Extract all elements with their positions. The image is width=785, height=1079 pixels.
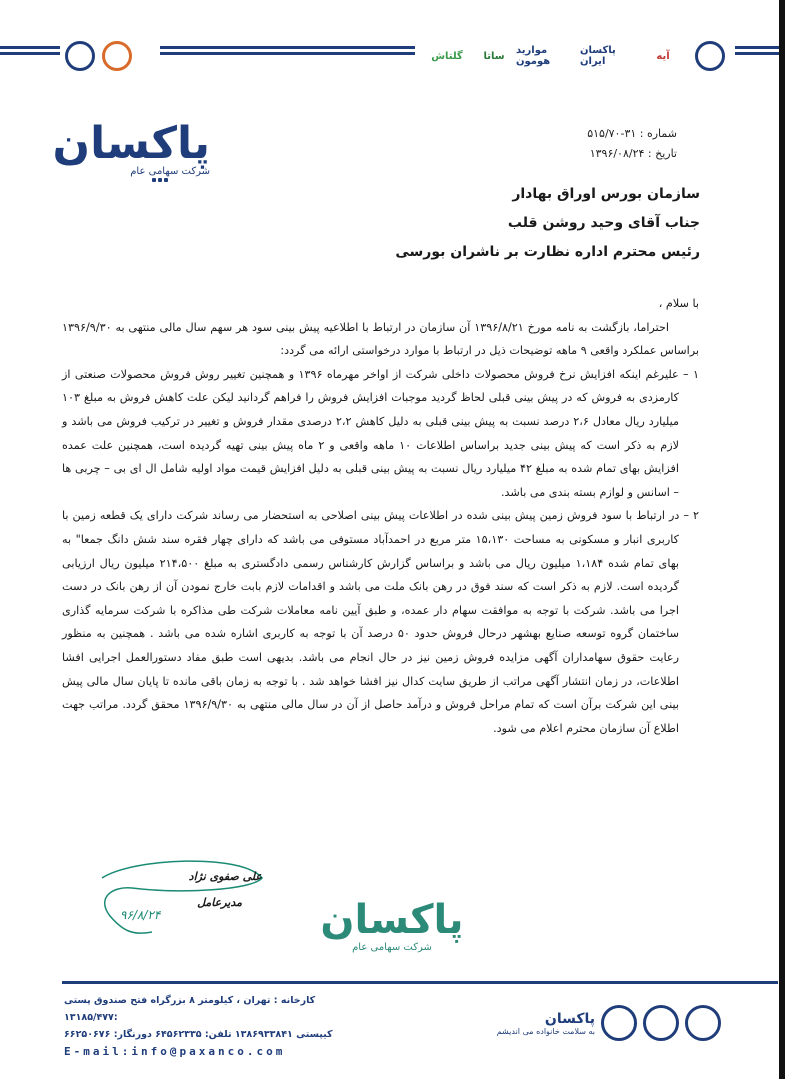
footer-badge-icon — [685, 1005, 721, 1041]
logo-dots — [152, 167, 170, 186]
footer-slogan: به سلامت خانواده می اندیشم — [496, 1026, 595, 1036]
company-wordmark: پاکسان — [52, 118, 210, 169]
banner-stripe — [0, 52, 60, 55]
sahta-logo: ساتا — [483, 50, 505, 62]
banner-stripe — [160, 52, 415, 55]
signer-name: علی صفوی نژاد — [188, 870, 262, 883]
page-edge — [779, 0, 785, 1079]
footer-rule — [62, 981, 778, 984]
footer-brand: پاکسان — [544, 1010, 595, 1027]
golrang-logo: گلتاش — [431, 50, 463, 62]
handwritten-date: ۹۶/۸/۲۴ — [120, 908, 161, 922]
date-label: تاریخ : — [647, 147, 677, 160]
footer-badge-icon — [601, 1005, 637, 1041]
letter-meta — [587, 124, 677, 164]
phone-fax: کیپستی ۱۳۸۶۹۳۳۸۴۱ تلفن: ۶۴۵۶۲۳۳۵ دورنگار: ۶۶۲۵۰۶۷۶ — [64, 1029, 333, 1040]
mavarid-logo: موارید هومون — [516, 45, 551, 67]
date-value: ۱۳۹۶/۰۸/۲۴ — [589, 147, 645, 160]
intro-paragraph: احتراما، بازگشت به نامه مورخ ۱۳۹۶/۸/۲۱ آن سازمان در ارتباط با اطلاعیه پیش بینی سود هر سهم سال مالی منتهی به ۱۳۹۶/۹/۳۰ براساس عملکرد واقعی ۹ ماهه توضیحات ذیل در ارتباط با موارد درخواستی ارائه می گردد: — [62, 320, 699, 358]
recipient-person: جناب آقای وحید روشن قلب — [507, 215, 700, 231]
paxan-iran-logo: پاکسان ایران — [580, 45, 616, 67]
footer-contact — [64, 992, 364, 1060]
letter-date — [587, 144, 677, 164]
banner-stripe — [0, 46, 60, 49]
footer-brand-row — [497, 998, 721, 1048]
header-banner — [0, 36, 779, 76]
item-2-paragraph: ۲ – در ارتباط با سود فروش زمین پیش بینی شده در اطلاعات پیش بینی اصلاحی به استحضار می رساند شرکت دارای یک قطعه زمین با کاربری انبار و مسکونی به مساحت ۱۵،۱۳۰ متر مربع در احمدآباد مستوفی می باشد که دارای چهار فقره سند شش دانگ جمعا" به بهای تمام شده ۱،۱۸۴ میلیون ریال می باشد و براساس گزارش کارشناس رسمی دادگستری به مبلغ ۲۱۴،۵۰۰ میلیون ریال ارزیابی گردیده است. لازم به ذکر است که سند فوق در رهن بانک ملت می باشد و اقدامات لازم بابت خارج نمودن آن از رهن بانک در دست اجرا می باشد. شرکت با توجه به موافقت سهام دار عمده، و طبق آیین نامه معاملات شرکت طی مذاکره با شرکت سرمایه گذاری ساختمان گروه توسعه صنایع بهشهر درحال فروش حدود ۵۰ درصد آن با توجه به کاربری اشاره شده می باشد . همچنین به منظور رعایت حقوق سهامداران آگهی مزایده فروش زمین نیز در حال انجام می باشد. بدیهی است طبق مفاد دستورالعمل اجرایی افشا اطلاعات، در زمان انتشار آگهی مراتب از طریق سایت کدال نیز افشا خواهد شد . با توجه به زمان باقی مانده تا پایان سال مالی پیش بینی این شرکت برآن است که تمام مراحل فروش و درآمد حاصل از آن در سال مالی منتهی به ۱۳۹۶/۹/۳۰ محقق گردد. مراتب جهت اطلاع آن سازمان محترم اعلام می شود. — [62, 509, 699, 735]
signer-title: مدیرعامل — [197, 896, 242, 909]
banner-stripe — [735, 52, 779, 55]
banner-stripe — [160, 46, 415, 49]
letter-body — [62, 292, 699, 740]
recipient-title: رئیس محترم اداره نظارت بر ناشران بورسی — [395, 244, 700, 260]
signature-block — [92, 858, 272, 938]
email-address[interactable]: E-mail:info@paxanco.com — [64, 1045, 286, 1058]
number-value: ۳۱-۵۱۵/۷۰ — [587, 127, 637, 140]
stamp-subtitle: شرکت سهامی عام — [352, 942, 432, 953]
greeting: با سلام ، — [658, 297, 699, 310]
factory-address: کارخانه : تهران ، کیلومتر ۸ بزرگراه فتح صندوق پستی :۱۳۱۸۵/۴۷۷ — [64, 995, 316, 1023]
item-1-paragraph: ۱ – علیرغم اینکه افزایش نرخ فروش محصولات داخلی شرکت از اواخر مهرماه ۱۳۹۶ و همچنین تغییر روش فروش محصولات صنعتی از کارمزدی به فروش که در پیش بینی قبلی لحاظ گردید موجبات افزایش فروش را فراهم گردانید لیکن علت کاهش فروش به مبلغ ۱۰۳ میلیارد ریال معادل ۲،۶ درصد نسبت به پیش بینی قبلی به دلیل کاهش ۲،۲ درصدی مقدار فروش و تغییر در ترکیب فروش می باشد و لازم به ذکر است که پیش بینی جدید براساس اطلاعات ۱۰ ماهه واقعی و ۲ ماه پیش بینی تهیه گردیده است، همچنین علت عمده افزایش بهای تمام شده به مبلغ ۴۲ میلیارد ریال نسبت به پیش بینی قبلی به دلیل افزایش قیمت مواد اولیه شامل ال ای بی – چربی ها – اسانس و لوازم بسته بندی می باشد. — [62, 367, 699, 499]
orange-logo — [100, 36, 134, 76]
letter-number — [587, 124, 677, 144]
footer-badge-icon — [643, 1005, 679, 1041]
number-label: شماره : — [639, 127, 677, 140]
ayeh-logo: آیه — [656, 50, 670, 62]
banner-stripe — [735, 46, 779, 49]
recipient-organization: سازمان بورس اوراق بهادار — [512, 186, 700, 202]
development-logo — [62, 36, 98, 76]
footer-brand-text — [497, 1011, 595, 1036]
stamp-wordmark: پاکسان — [320, 897, 464, 943]
company-stamp — [312, 898, 472, 962]
company-subtitle: شرکت سهامی عام — [130, 166, 210, 177]
recipients-block — [395, 180, 700, 267]
company-logo — [52, 118, 210, 182]
saipa-style-circle-logo — [690, 36, 730, 76]
